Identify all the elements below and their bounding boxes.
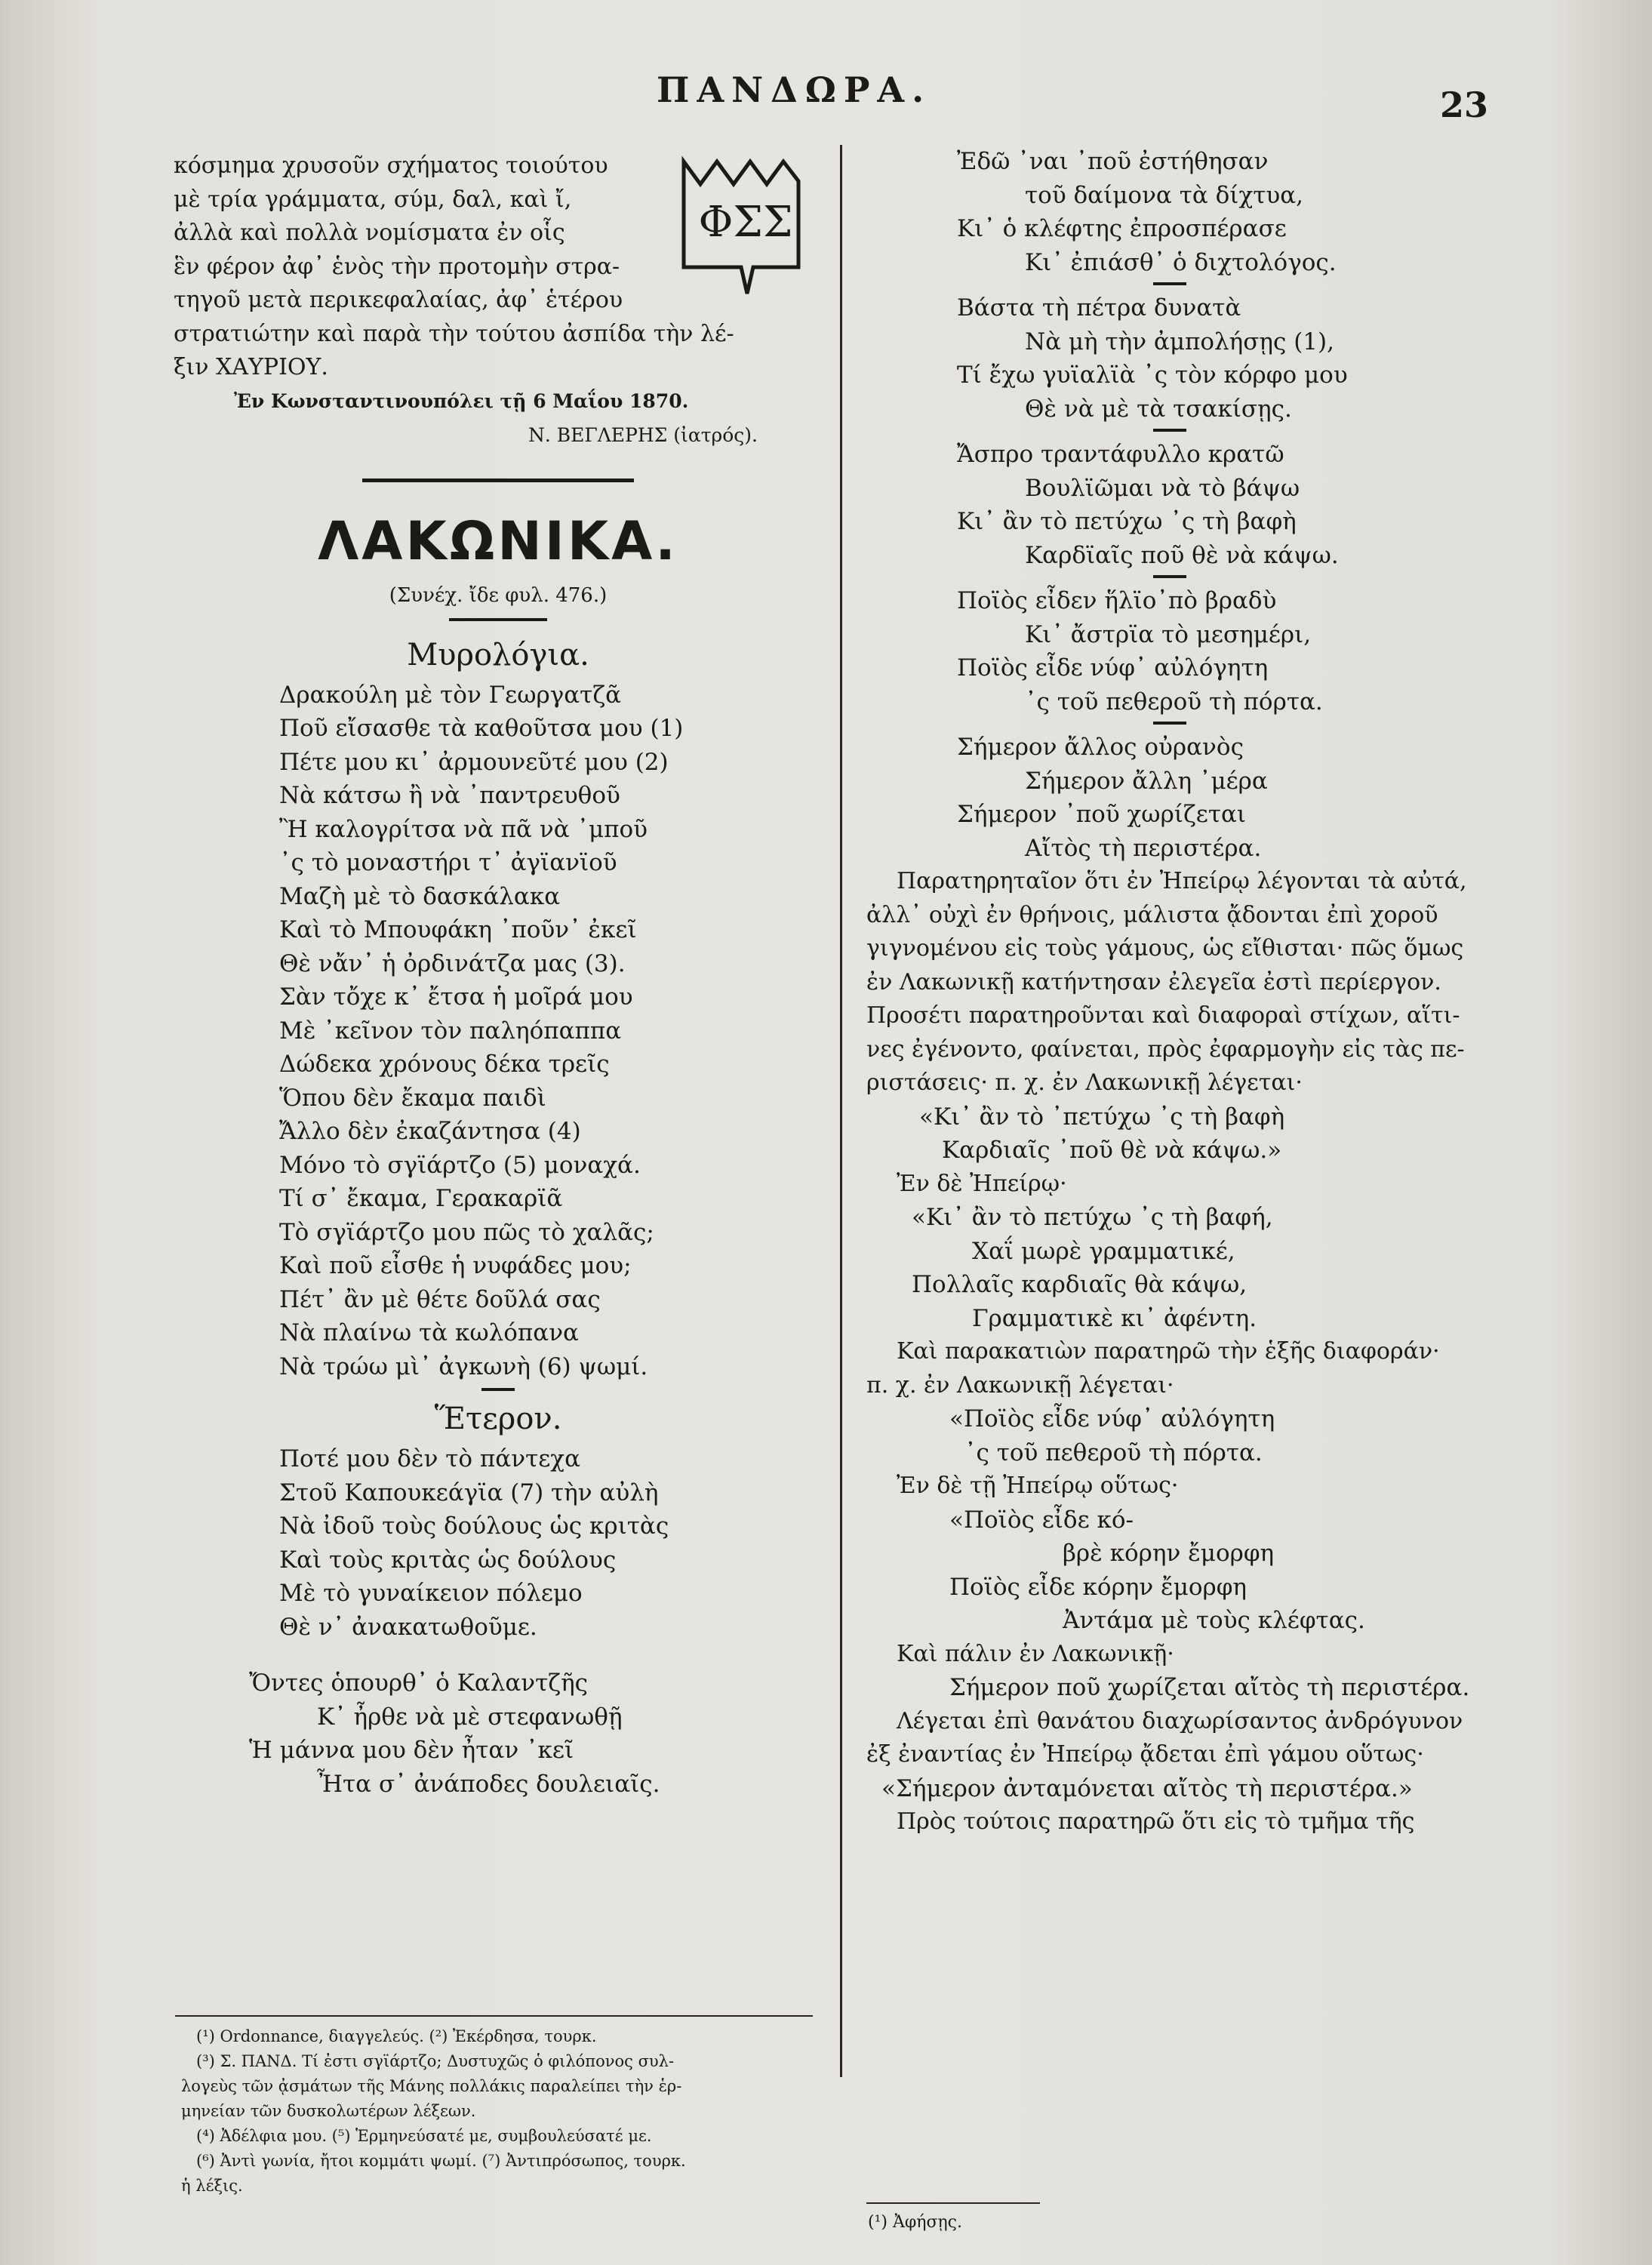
poem-line: Κ᾽ ἦρθε νὰ μὲ στεφανωθῇ <box>317 1703 623 1731</box>
quote-line: «Κι᾽ ἂν τὸ ᾽πετύχω ᾽ς τὴ βαφὴ <box>919 1103 1285 1131</box>
poem-line: Δώδεκα χρόνους δέκα τρεῖς <box>279 1051 610 1078</box>
poem-line: Ἢ καλογρίτσα νὰ πᾶ νὰ ᾽μποῦ <box>279 815 648 843</box>
text-line: ἓν φέρον ἀφ᾽ ἑνὸς τὴν προτομὴν στρα- <box>174 253 620 280</box>
quote-line: Ἀντάμα μὲ τοὺς κλέφτας. <box>1063 1607 1365 1634</box>
poem-myrologia <box>174 679 823 1384</box>
footnotes-left <box>181 2024 815 2199</box>
stanza-dash <box>481 1388 515 1391</box>
title-ornament <box>449 618 547 621</box>
quote-line: Καρδιαῖς ᾽ποῦ θὲ νὰ κάψω.» <box>942 1137 1282 1164</box>
stanza-dash <box>1153 282 1186 285</box>
footnote: λογεὺς τῶν ᾀσμάτων τῆς Μάνης πολλάκις παραλείπει τὴν ἑρ- <box>181 2077 682 2095</box>
prose-line: Καὶ παρακατιὼν παρατηρῶ τὴν ἑξῆς διαφοράν· <box>897 1338 1440 1365</box>
stanza <box>866 145 1500 279</box>
poem-line: Νὰ κάτσω ἢ νὰ ᾽παντρευθοῦ <box>279 782 620 809</box>
poem-line: Σήμερον ἄλλος οὐρανὸς <box>957 734 1244 761</box>
commentary-paragraph <box>866 1705 1500 1772</box>
quote-line: Σήμερον ποῦ χωρίζεται αἴτὸς τὴ περιστέρα. <box>949 1674 1470 1701</box>
poem-line: Ἡ μάννα μου δὲν ἦταν ᾽κεῖ <box>249 1737 574 1764</box>
poem-line: Καρδϊαῖς ποῦ θὲ νὰ κάψω. <box>1025 541 1339 569</box>
footnote: ἡ λέξις. <box>181 2177 243 2195</box>
left-column <box>174 149 823 1801</box>
poem-line: ᾽ς τοῦ πεθεροῦ τὴ πόρτα. <box>1025 688 1323 716</box>
footnote-right: (¹) Ἀφήσῃς. <box>868 2213 962 2232</box>
stanza-dash <box>1153 429 1186 432</box>
poem-line: Κι᾽ ὁ κλέφτης ἐπροσπέρασε <box>957 215 1287 242</box>
footnote: (⁶) Ἀντὶ γωνία, ἤτοι κομμάτι ψωμί. (⁷) Ἀντιπρόσωπος, τουρκ. <box>196 2152 686 2170</box>
prose-line: π. χ. ἐν Λακωνικῇ λέγεται· <box>866 1371 1174 1399</box>
poem-line: Ἦτα σ᾽ ἀνάποδες δουλειαῖς. <box>317 1770 660 1798</box>
footnote: μηνείαν τῶν δυσκολωτέρων λέξεων. <box>181 2102 476 2120</box>
stanza-dash <box>1153 575 1186 578</box>
quotation <box>866 1100 1500 1168</box>
quotation <box>866 1201 1500 1335</box>
spacer <box>174 1644 823 1666</box>
quote-line: «Σήμερον ἀνταμόνεται αἴτὸς τὴ περιστέρα.» <box>881 1774 1413 1802</box>
prose-line: Ἐν δὲ Ἠπείρῳ· <box>897 1170 1067 1197</box>
prose-line: Παρατηρηταῖον ὅτι ἐν Ἠπείρῳ λέγονται τὰ αὐτά, <box>897 868 1467 894</box>
intro-paragraph <box>174 149 823 385</box>
text-line: στρατιώτην καὶ παρὰ τὴν τούτου ἀσπίδα τὴν λέ- <box>174 320 734 347</box>
footnote: (¹) Ordonnance, διαγγελεύς. (²) Ἐκέρδησα, τουρκ. <box>196 2027 597 2045</box>
poem-line: Ποϊὸς εἶδεν ἥλϊο᾽πὸ βραδὺ <box>957 587 1277 614</box>
poem-line: Θὲ νὰ μὲ τὰ τσακίσῃς. <box>1025 395 1292 423</box>
text-line: τηγοῦ μετὰ περικεφαλαίας, ἀφ᾽ ἑτέρου <box>174 287 623 313</box>
author-signature: Ν. ΒΕΓΛΕΡΗΣ (ἰατρός). <box>528 423 758 446</box>
prose-line: γιγνομένου εἰς τοὺς γάμους, ὡς εἴθισται· πῶς ὅμως <box>866 935 1464 962</box>
poem-line: Ἄλλο δὲν ἐκαζάντησα (4) <box>279 1118 581 1145</box>
poem-line: Ὅπου δὲν ἔκαμα παιδὶ <box>279 1084 546 1112</box>
continuation-note: (Συνέχ. ἴδε φυλ. 476.) <box>389 583 608 607</box>
prose-line: Καὶ πάλιν ἐν Λακωνικῇ· <box>897 1640 1174 1667</box>
quote-line: ᾽ς τοῦ πεθεροῦ τὴ πόρτα. <box>964 1439 1263 1466</box>
poem-line: Μὲ ᾽κεῖνον τὸν παληόπαππα <box>279 1017 622 1045</box>
poem-line: Βουλϊῶμαι νὰ τὸ βάψω <box>1025 474 1300 502</box>
prose-line: νες ἐγένοντο, φαίνεται, πρὸς ἐφαρμογὴν εἰς τὰς πε- <box>866 1036 1465 1063</box>
poem-line: Καὶ τὸ Μπουφάκη ᾽ποῦν᾽ ἐκεῖ <box>279 916 637 943</box>
text-line: ξιν ΧΑΥΡΙΟΥ. <box>174 354 328 380</box>
stanza-dash <box>1153 722 1186 725</box>
stanza <box>866 731 1500 865</box>
poem-line: Τὸ σγϊάρτζο μου πῶς τὸ χαλᾶς; <box>279 1218 654 1246</box>
poem-line: Μαζὴ μὲ τὸ δασκάλακα <box>279 882 561 910</box>
ornamental-rule <box>362 479 634 482</box>
poem-line: Σήμερον ἄλλη ᾽μέρα <box>1025 767 1268 795</box>
quote-line: Γραμματικὲ κι᾽ ἀφέντη. <box>972 1304 1257 1332</box>
commentary-paragraph <box>866 1335 1500 1402</box>
page-number: 23 <box>1440 85 1489 125</box>
poem-line: Σὰν τὄχε κ᾽ ἔτσα ἡ μοῖρά μου <box>279 983 633 1011</box>
quotation <box>866 1503 1500 1638</box>
poem-line: Ποϊὸς εἶδε νύφ᾽ αὐλόγητη <box>957 654 1269 682</box>
stanza <box>866 291 1500 426</box>
quote-line: Χαΐ μωρὲ γραμματικέ, <box>972 1237 1235 1265</box>
footnote: (³) Σ. ΠΑΝΔ. Τί ἐστι σγϊάρτζο; Δυστυχῶς ὁ φιλόπονος συλ- <box>196 2052 675 2070</box>
prose-line: Λέγεται ἐπὶ θανάτου διαχωρίσαντος ἀνδρόγυνον <box>897 1707 1463 1734</box>
poem-line: Μόνο τὸ σγϊάρτζο (5) μοναχά. <box>279 1151 641 1179</box>
poem-line: Νὰ ἰδοῦ τοὺς δούλους ὡς κριτὰς <box>279 1513 669 1540</box>
poem-line: Θὲ ν᾽ ἀνακατωθοῦμε. <box>279 1613 537 1641</box>
poem-line: Βάστα τὴ πέτρα δυνατὰ <box>957 294 1241 322</box>
poem-line: ᾽ς τὸ μοναστήρι τ᾽ ἀγϊανϊοῦ <box>279 849 617 876</box>
quote-line: «Κι᾽ ἂν τὸ πετύχω ᾽ς τὴ βαφή, <box>912 1204 1273 1231</box>
text-line: μὲ τρία γράμματα, σύμ, δαλ, καὶ ἴ, <box>174 186 572 213</box>
poem-line: Θὲ νἄν᾽ ἡ ὀρδινάτζα μας (3). <box>279 949 626 977</box>
quote-line: «Ποϊὸς εἶδε κό- <box>949 1506 1134 1534</box>
commentary-paragraph <box>866 865 1500 1100</box>
poem-line: Κι᾽ ἄστρϊα τὸ μεσημέρι, <box>1025 620 1312 648</box>
section-title-eteron: Ἕτερον. <box>434 1402 562 1436</box>
poem-line: Ποῦ εἴσασθε τὰ καθοῦτσα μου (1) <box>279 715 684 742</box>
section-title-myrologia: Μυρολόγια. <box>407 637 589 672</box>
poem-eteron <box>174 1442 823 1644</box>
dateline: Ἐν Κωνσταντινουπόλει τῇ 6 Μαΐου 1870. <box>234 389 689 412</box>
poem-line: Κι᾽ ἂν τὸ πετύχω ᾽ς τὴ βαφὴ <box>957 508 1297 535</box>
quote-line: «Ποϊὸς εἶδε νύφ᾽ αὐλόγητη <box>949 1405 1275 1433</box>
poem-line: Δρακούλη μὲ τὸν Γεωργατζᾶ <box>279 681 622 709</box>
prose-line: Πρὸς τούτοις παρατηρῶ ὅτι εἰς τὸ τμῆμα τῆς <box>897 1808 1415 1835</box>
poem-line: Σήμερον ᾽ποῦ χωρίζεται <box>957 801 1247 828</box>
poem-line: Πέτ᾽ ἂν μὲ θέτε δοῦλά σας <box>279 1285 601 1313</box>
poem-line: Ἐδῶ ᾽ναι ᾽ποῦ ἐστήθησαν <box>957 148 1269 175</box>
stamp-lettering: ΦΣΣ <box>698 198 793 247</box>
poem-line: Ἄσπρο τραντάφυλλο κρατῶ <box>957 441 1284 468</box>
prose-line: ριστάσεις· π. χ. ἐν Λακωνικῇ λέγεται· <box>866 1069 1303 1096</box>
prose-line: ἐξ ἐναντίας ἐν Ἠπείρῳ ᾄδεται ἐπὶ γάμου οὕτως· <box>866 1741 1424 1768</box>
text-line: κόσμημα χρυσοῦν σχήματος τοιούτου <box>174 152 608 179</box>
poem-line: Τί ἔχω γυϊαλϊὰ ᾽ς τὸν κόρφο μου <box>957 362 1348 389</box>
prose-line: ἀλλ᾽ οὐχὶ ἐν θρήνοις, μάλιστα ᾄδονται ἐπὶ χοροῦ <box>866 901 1438 928</box>
poem-line: Πέτε μου κι᾽ ἀρμουνεῦτέ μου (2) <box>279 748 669 776</box>
right-column <box>866 145 1500 1839</box>
footnote-rule-left <box>175 2015 813 2017</box>
quote-line: Ποϊὸς εἶδε κόρην ἔμορφη <box>949 1573 1247 1601</box>
poem-line: τοῦ δαίμονα τὰ δίχτυα, <box>1025 181 1304 209</box>
poem-line: Μὲ τὸ γυναίκειον πόλεμο <box>279 1580 583 1607</box>
footnote-rule-right <box>866 2202 1040 2204</box>
poem-line: Ὄντες ὁπουρθ᾽ ὁ Καλαντζῆς <box>249 1670 589 1697</box>
poem-line: Ποτέ μου δὲν τὸ πάντεχα <box>279 1445 581 1473</box>
quote-line: Πολλαῖς καρδιαῖς θὰ κάψω, <box>912 1271 1247 1298</box>
column-divider <box>840 145 842 2077</box>
prose-line: Προσέτι παρατηροῦνται καὶ διαφοραὶ στίχων, αἵτι- <box>866 1002 1460 1029</box>
poem-line: Στοῦ Καπουκεάγϊα (7) τὴν αὐλὴ <box>279 1479 659 1506</box>
poem-line: Αἴτὸς τὴ περιστέρα. <box>1025 834 1262 862</box>
article-title: ΛΑΚΩΝΙΚΑ. <box>318 509 678 572</box>
poem-line: Τί σ᾽ ἔκαμα, Γερακαρϊᾶ <box>279 1185 563 1212</box>
stanza <box>866 584 1500 719</box>
stanza <box>866 438 1500 572</box>
poem-line: Νὰ μὴ τὴν ἀμπολήσῃς (1), <box>1025 328 1334 355</box>
poem-line: Καὶ ποῦ εἶσθε ἡ νυφάδες μου; <box>279 1252 632 1279</box>
quotation <box>866 1402 1500 1469</box>
prose-line: Ἐν δὲ τῇ Ἠπείρῳ οὕτως· <box>897 1473 1179 1499</box>
text-line: ἀλλὰ καὶ πολλὰ νομίσματα ἐν οἷς <box>174 220 565 246</box>
poem-line: Νὰ πλαίνω τὰ κωλόπανα <box>279 1319 579 1346</box>
poem-line: Καὶ τοὺς κριτὰς ὡς δούλους <box>279 1546 617 1574</box>
page-header-title: ΠΑΝΔΩΡΑ. <box>657 69 932 110</box>
poem-eteron-second <box>174 1666 823 1801</box>
poem-line: Κι᾽ ἐπιάσθ᾽ ὁ διχτολόγος. <box>1025 248 1337 276</box>
quote-line: βρὲ κόρην ἔμορφη <box>1063 1540 1275 1567</box>
prose-line: ἐν Λακωνικῇ κατήντησαν ἐλεγεῖα ἐστὶ περίεργον. <box>866 968 1441 996</box>
poem-line: Νὰ τρώω μὶ᾽ ἀγκωνὴ (6) ψωμί. <box>279 1353 648 1380</box>
footnote: (⁴) Ἀδέλφια μου. (⁵) Ἑρμηνεύσατέ με, συμβουλεύσατέ με. <box>196 2127 652 2145</box>
